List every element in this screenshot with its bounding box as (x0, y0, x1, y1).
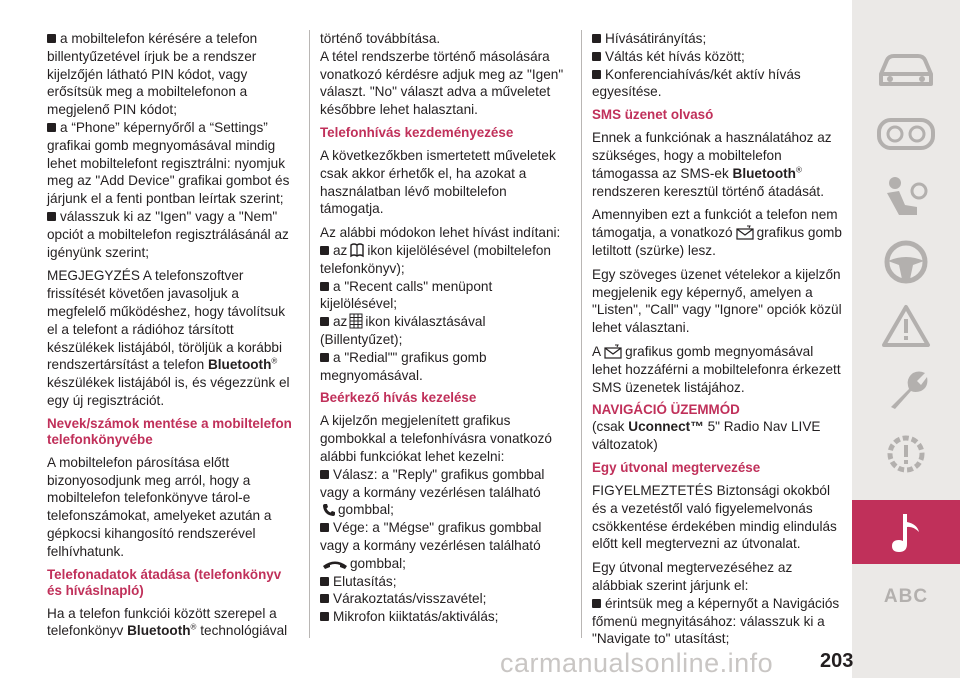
paragraph: A grafikus gomb megnyomásával lehet hozzáférni a mobiltelefonra érkezett SMS üzenetek listájához. (592, 343, 841, 395)
bullet-item: válasszuk ki az "Igen" vagy a "Nem" opciót a mobiltelefon regisztrálásánál az igényünk szerint; (47, 208, 289, 260)
section-heading: Nevek/számok mentése a mobiltelefon telefonkönyvébe (47, 415, 292, 447)
section-heading: Telefonadatok átadása (telefonkönyv és híváslnapló) (47, 566, 282, 598)
bullet-item: az ikon kiválasztásával (Billentyűzet); (320, 314, 486, 347)
bullet-square-icon (320, 353, 329, 362)
paragraph: A mobiltelefon párosítása előtt bizonyosodjunk meg arról, hogy a mobiltelefon telefonkönyve tárol-e telefonszámokat, amelyeket azután a gépkocsi kihangosító rendszerével felhívhatunk. (47, 454, 272, 559)
paragraph: Egy szöveges üzenet vételekor a kijelzőn megjelenik egy képernyő, amelyen a "Listen", "Call" vagy "Ignore" opciók közül lehet választani. (592, 266, 842, 336)
paragraph: A kijelzőn megjelenített grafikus gombokkal a telefonhívásra vonatkozó alábbi funkciókat lehet kezelni: (320, 413, 552, 464)
paragraph: történő továbbítása. (320, 31, 441, 46)
bullet-item: az ikon kijelölésével (mobiltelefon telefonkönyv); (320, 242, 551, 276)
column-1 (47, 30, 297, 646)
page-number: 203 (820, 650, 854, 672)
sms-envelope-icon (603, 344, 623, 359)
wrench-icon[interactable] (852, 358, 960, 422)
bullet-item: a “Phone” képernyőről a “Settings” grafikai gomb megnyomásával mindig lehet mobiltelefont regisztrálni: nyomjuk meg az "Add Device" grafikai gombot és járjunk el a fenti pontban leírtak szerint; (47, 119, 290, 207)
bullet-square-icon (592, 70, 601, 79)
bullet-item: a mobiltelefon kérésére a telefon billentyűzetével írjuk be a rendszer kijelzőjén látható PIN kódot, vagy erősítsük meg a mobiltelefonon a megjelenő PIN kódot; (47, 31, 258, 118)
section-heading: Egy útvonal megtervezése (592, 459, 761, 475)
car-icon[interactable] (852, 38, 960, 102)
bullet-item: Várakoztatás/visszavétel; (320, 590, 570, 608)
bullet-item: Mikrofon kiiktatás/aktiválás; (320, 608, 570, 626)
bullet-square-icon (320, 246, 329, 255)
bullet-item: Konferenciahívás/két aktív hívás egyesítése. (592, 66, 801, 100)
bullet-square-icon (47, 34, 56, 43)
abc-index-label[interactable]: ABC (883, 586, 929, 607)
bullet-item: a "Recent calls" menüpont kijelölésével; (320, 278, 493, 312)
section-heading: Beérkező hívás kezelése (320, 390, 477, 406)
column-divider (309, 30, 310, 638)
paragraph: Ha a telefon funkciói között szerepel a telefonkönyv Bluetooth® technológiával (47, 605, 288, 639)
note-paragraph: MEGJEGYZÉS A telefonszoftver frissítését követően javasoljuk a megfelelő működéshez, hogy távolítsuk el a telefont a rádióhoz társított készülékek listájából, töröljük a korábbi rendszertársítást a telefon Bluetooth® készülékek listájából is, és végezzünk el egy új regisztrációt. (47, 268, 290, 408)
watermark: carmanualsonline.info (500, 648, 774, 678)
bullet-square-icon (320, 594, 329, 603)
bullet-square-icon (47, 212, 56, 221)
bullet-square-icon (592, 52, 601, 61)
bullet-item: Válasz: a "Reply" grafikus gombbal vagy a kormány vezérlésen található gombbal; (320, 466, 545, 518)
sms-envelope-icon (735, 225, 755, 240)
column-2 (320, 30, 570, 626)
bullet-square-icon (320, 317, 329, 326)
steering-wheel-icon[interactable] (852, 230, 960, 294)
section-heading: NAVIGÁCIÓ ÜZEMMÓD (592, 402, 740, 418)
column-3 (592, 30, 842, 648)
bullet-square-icon (320, 282, 329, 291)
warning-triangle-icon[interactable] (852, 294, 960, 358)
phone-hangup-icon (322, 559, 348, 571)
bullet-square-icon (47, 123, 56, 132)
bullet-square-icon (320, 577, 329, 586)
section-heading: Telefonhívás kezdeményezése (320, 124, 514, 140)
bullet-item: Vége: a "Mégse" grafikus gombbal vagy a kormány vezérlésen található gombbal; (320, 520, 542, 571)
bullet-square-icon (592, 34, 601, 43)
paragraph: Ennek a funkciónak a használatához az szükséges, hogy a mobiltelefon támogassa az SMS-ek Bluetooth® rendszeren keresztül történő átadását. (592, 130, 832, 199)
bullet-item: a "Redial"" grafikus gomb megnyomásával. (320, 349, 487, 383)
bullet-square-icon (592, 599, 601, 608)
bullet-item: Elutasítás; (320, 573, 570, 591)
music-note-icon[interactable] (852, 500, 960, 564)
paragraph: (csak Uconnect™ 5" Radio Nav LIVE változatok) (592, 419, 821, 453)
paragraph: Az alábbi módokon lehet hívást indítani: (320, 225, 561, 241)
phonebook-icon (349, 242, 365, 258)
phone-answer-icon (322, 503, 336, 517)
section-heading: SMS üzenet olvasó (592, 107, 714, 123)
dashboard-icon[interactable] (852, 102, 960, 166)
chapter-sidebar (852, 0, 960, 678)
paragraph: Egy útvonal megtervezéséhez az alábbiak szerint járjunk el: (592, 560, 793, 593)
paragraph: Amennyiben ezt a funkciót a telefon nem támogatja, a vonatkozó grafikus gomb letiltott (szürke) lesz. (592, 207, 842, 258)
bullet-item: Váltás két hívás között; (592, 48, 842, 66)
bullet-square-icon (320, 612, 329, 621)
keypad-icon (349, 313, 363, 329)
bullet-item: Hívásátirányítás; (592, 30, 842, 48)
bullet-square-icon (320, 523, 329, 532)
paragraph: A tétel rendszerbe történő másolására vonatkozó kérdésre adjuk meg az "Igen" választ. "No" választ adva a műveletet későbbre lehet halasztani. (320, 48, 564, 118)
bullet-square-icon (320, 470, 329, 479)
paragraph: FIGYELMEZTETÉS Biztonsági okokból és a vezetéstől való figyelemelvonás csökkentése érdekében mindig elindulás előtt kell megtervezni az útvonalat. (592, 482, 837, 552)
service-gear-icon[interactable] (852, 422, 960, 486)
column-divider (581, 30, 582, 638)
airbag-icon[interactable] (852, 166, 960, 230)
paragraph: A következőkben ismertetett műveletek csak akkor érhetők el, ha azokat a használatban lévő mobiltelefon támogatja. (320, 147, 556, 217)
bullet-item: érintsük meg a képernyőt a Navigációs főmenü megnyitásához: válasszuk ki a "Navigate to" utasítást; (592, 595, 840, 647)
